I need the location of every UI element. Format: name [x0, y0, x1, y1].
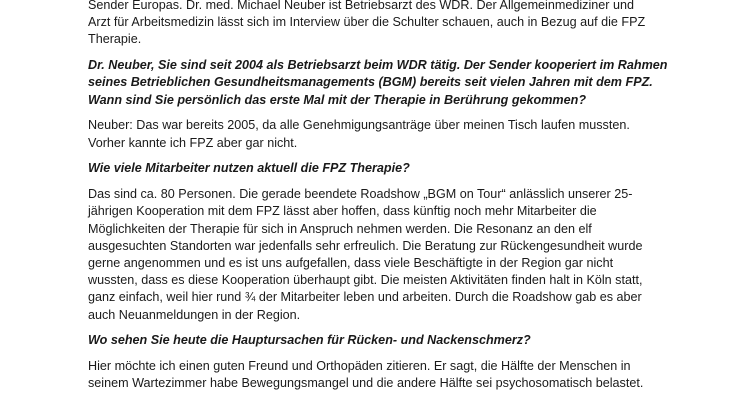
interview-answer: [88, 358, 668, 392]
text-line: Wie viele Mitarbeiter nutzen aktuell die FPZ Therapie?: [88, 161, 410, 176]
text-line: Möglichkeiten der Therapie für sich in Anspruch nehmen werden. Die Resonanz an den elf: [88, 221, 592, 236]
text-line: Wann sind Sie persönlich das erste Mal mit der Therapie in Berührung gekommen?: [88, 92, 587, 107]
text-line: Sender Europas. Dr. med. Michael Neuber ist Betriebsarzt des WDR. Der Allgemeinmediziner und: [88, 0, 634, 12]
text-line: Neuber: Das war bereits 2005, da alle Genehmigungsanträge über meinen Tisch laufen mussten.: [88, 118, 630, 133]
text-line: jährigen Kooperation mit dem FPZ lässt aber hoffen, dass künftig noch mehr Mitarbeiter die: [88, 204, 597, 219]
text-line: seines Betrieblichen Gesundheitsmanagements (BGM) bereits seit vielen Jahren mit dem FPZ.: [88, 75, 653, 90]
interview-question: [88, 57, 668, 109]
document-page: [88, 0, 668, 401]
interview-answer: [88, 186, 668, 324]
text-line: gerne angenommen und es ist uns aufgefallen, dass viele Beschäftigte in der Region gar nicht: [88, 256, 614, 271]
text-line: Therapie.: [88, 32, 142, 47]
text-line: Wo sehen Sie heute die Hauptursachen für Rücken- und Nackenschmerz?: [88, 333, 531, 348]
text-line: Arzt für Arbeitsmedizin lässt sich im Interview über die Schulter schauen, auch in Bezug auf die FPZ: [88, 15, 646, 30]
text-line: Dr. Neuber, Sie sind seit 2004 als Betriebsarzt beim WDR tätig. Der Sender kooperiert im Rahmen: [88, 58, 668, 73]
text-line: seinem Wartezimmer habe Bewegungsmangel und die andere Hälfte sei psychosomatisch belastet.: [88, 376, 644, 391]
text-line: Hier möchte ich einen guten Freund und Orthopäden zitieren. Er sagt, die Hälfte der Menschen in: [88, 359, 631, 374]
text-line: ganz einfach, weil hier rund ¾ der Mitarbeiter leben und arbeiten. Durch die Roadshow gab es aber: [88, 290, 642, 305]
interview-question: [88, 332, 668, 349]
text-line: auch Neuanmeldungen in der Region.: [88, 307, 301, 322]
text-line: ausgesuchten Standorten war jedenfalls sehr erfreulich. Die Beratung zur Rückengesundheit wurde: [88, 238, 643, 253]
text-line: wussten, dass es diese Kooperation überhaupt gibt. Die meisten Aktivitäten finden halt in Köln statt,: [88, 273, 643, 288]
intro-paragraph: [88, 0, 668, 49]
interview-question: [88, 160, 668, 177]
text-line: Vorher kannte ich FPZ aber gar nicht.: [88, 135, 298, 150]
text-line: Das sind ca. 80 Personen. Die gerade beendete Roadshow „BGM on Tour“ anlässlich unserer 25-: [88, 187, 633, 202]
interview-answer: [88, 117, 668, 151]
